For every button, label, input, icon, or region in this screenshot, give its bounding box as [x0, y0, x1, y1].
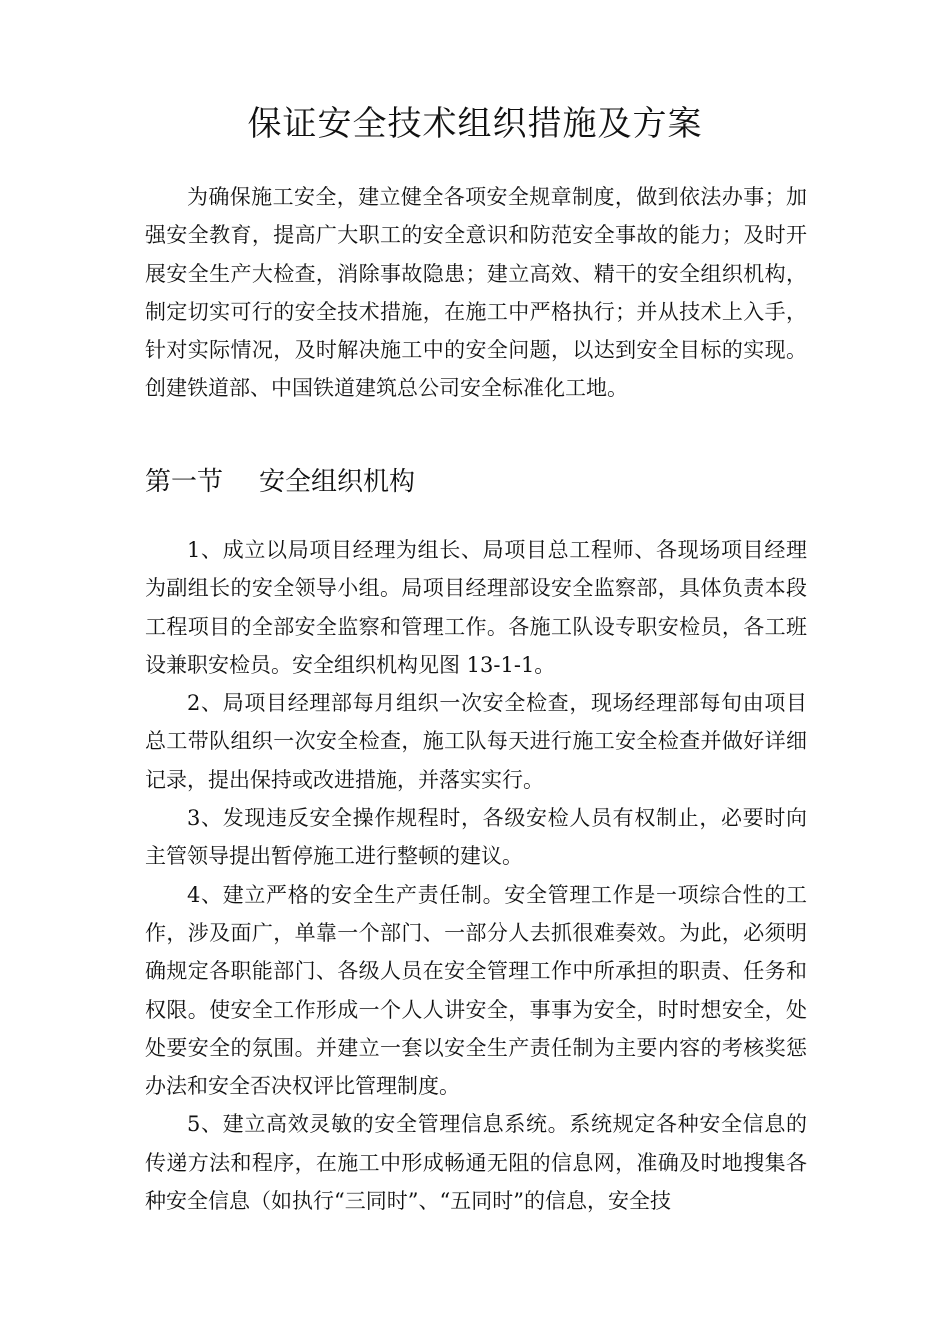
section-number: 第一节: [145, 467, 224, 497]
intro-paragraph: 为确保施工安全，建立健全各项安全规章制度，做到依法办事；加强安全教育，提高广大职工的安全意识和防范安全事故的能力；及时开展安全生产大检查，消除事故隐患；建立高效、精干的安全组织机构，制定切实可行的安全技术措施，在施工中严格执行；并从技术上入手，针对实际情况，及时解决施工中的安全问题，以达到安全目标的实现。创建铁道部、中国铁道建筑总公司安全标准化工地。: [145, 185, 807, 401]
paragraph-item-2: 2、局项目经理部每月组织一次安全检查，现场经理部每旬由项目总工带队组织一次安全检查，施工队每天进行施工安全检查并做好详细记录，提出保持或改进措施，并落实实行。: [145, 691, 807, 792]
paragraph-item-5: 5、建立高效灵敏的安全管理信息系统。系统规定各种安全信息的传递方法和程序，在施工中形成畅通无阻的信息网，准确及时地搜集各种安全信息（如执行“三同时”、“五同时”的信息，安全技: [145, 1112, 807, 1214]
section-body: [145, 531, 807, 1220]
paragraph-item-3: 3、发现违反安全操作规程时，各级安检人员有权制止，必要时向主管领导提出暂停施工进行整顿的建议。: [145, 806, 807, 869]
document-title: 保证安全技术组织措施及方案: [247, 104, 703, 144]
section-heading: [145, 462, 415, 502]
section-title: 安全组织机构: [259, 467, 416, 497]
paragraph-item-1: 1、成立以局项目经理为组长、局项目总工程师、各现场项目经理为副组长的安全领导小组。局项目经理部设安全监察部，具体负责本段工程项目的全部安全监察和管理工作。各施工队设专职安检员，各工班设兼职安检员。安全组织机构见图 13-1-1。: [145, 538, 807, 677]
paragraph-item-4: 4、建立严格的安全生产责任制。安全管理工作是一项综合性的工作，涉及面广，单靠一个部门、一部分人去抓很难奏效。为此，必须明确规定各职能部门、各级人员在安全管理工作中所承担的职责、任务和权限。使安全工作形成一个人人讲安全，事事为安全，时时想安全，处处要安全的氛围。并建立一套以安全生产责任制为主要内容的考核奖惩办法和安全否决权评比管理制度。: [145, 882, 807, 1099]
